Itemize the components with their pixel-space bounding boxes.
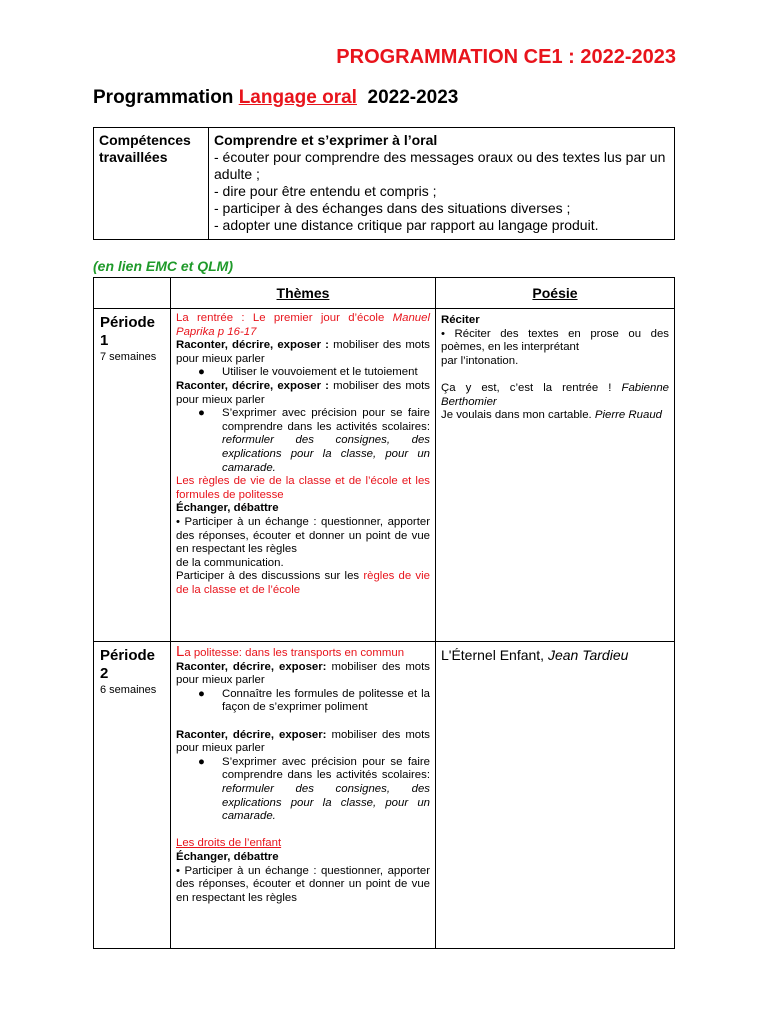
themes-cell xyxy=(171,309,436,642)
competence-item: - adopter une distance critique par rapport au langage produit. xyxy=(214,217,599,233)
skill-line: • Participer à un échange : questionner, apporter des réponses, écouter et donner un point de vue en respectant les règles xyxy=(176,515,430,556)
list-item: ● S’exprimer avec précision pour se faire comprendre dans les activités scolaires: reformuler des consignes, des explications pour la classe, pour un camarade. xyxy=(198,407,430,474)
table-header-row xyxy=(94,278,675,309)
theme-title: Les droits de l’enfant xyxy=(176,837,282,850)
skill-line: Raconter, décrire, exposer: mobiliser des mots pour mieux parler xyxy=(176,728,430,755)
subtitle-highlight: Langage oral xyxy=(238,87,357,108)
period-cell xyxy=(94,309,171,642)
period-name: Période 1 xyxy=(100,314,156,349)
skill-line: Raconter, décrire, exposer : mobiliser des mots pour mieux parler xyxy=(176,379,431,406)
skill-line: • Participer à un échange : questionner, apporter des réponses, écouter et donner un point de vue en respectant les règles xyxy=(176,864,430,904)
poesie-cell xyxy=(436,642,675,949)
skill-heading: Échanger, débattre xyxy=(176,502,279,515)
table-row xyxy=(94,642,675,949)
list-item: ● S’exprimer avec précision pour se faire comprendre dans les activités scolaires: reformuler des consignes, des explications pour la classe, pour un camarade. xyxy=(198,755,430,823)
competence-item: - participer à des échanges dans des situations diverses ; xyxy=(214,200,571,216)
list-item: ● Connaître les formules de politesse et la façon de s’exprimer poliment xyxy=(198,687,430,714)
poem-entry: L'Éternel Enfant, Jean Tardieu xyxy=(441,647,629,663)
poesie-cell xyxy=(436,309,675,642)
poesie-line: par l’intonation. xyxy=(441,354,519,367)
page-subtitle xyxy=(93,87,458,109)
competences-label: Compétences travaillées xyxy=(94,128,209,240)
poesie-heading: Réciter xyxy=(441,314,480,326)
competence-item: - écouter pour comprendre des messages oraux ou des textes lus par un adulte ; xyxy=(214,149,666,182)
skill-line: Raconter, décrire, exposer: mobiliser des mots pour mieux parler xyxy=(176,660,430,687)
competences-content xyxy=(209,128,675,240)
table-row xyxy=(94,309,675,642)
themes-cell xyxy=(171,642,436,949)
themes-header: Thèmes xyxy=(171,278,436,309)
poem-entry: Je voulais dans mon cartable. Pierre Ruaud xyxy=(441,409,662,422)
theme-title: La rentrée : Le premier jour d’école Manuel Paprika p 16-17 xyxy=(176,312,430,338)
document-title: PROGRAMMATION CE1 : 2022-2023 xyxy=(336,46,676,68)
programme-table xyxy=(93,277,675,949)
period-cell xyxy=(94,642,171,949)
poesie-header: Poésie xyxy=(436,278,675,309)
theme-title: La politesse: dans les transports en commun xyxy=(176,643,405,660)
skill-line: Raconter, décrire, exposer : mobiliser des mots pour mieux parler xyxy=(176,339,431,365)
poesie-line: • Réciter des textes en prose ou des poèmes, en les interprétant xyxy=(441,327,669,354)
theme-title: Les règles de vie de la classe et de l’école et les formules de politesse xyxy=(176,475,430,501)
discussion-line: Participer à des discussions sur les règles de vie de la classe et de l’école xyxy=(176,570,430,596)
link-note: (en lien EMC et QLM) xyxy=(93,258,233,274)
period-name: Période 2 xyxy=(100,647,156,682)
empty-header xyxy=(94,278,171,309)
period-weeks: 6 semaines xyxy=(100,684,157,696)
list-item: ● Utiliser le vouvoiement et le tutoiement xyxy=(198,366,418,379)
competences-table xyxy=(93,127,675,240)
skill-heading: Échanger, débattre xyxy=(176,850,279,863)
competences-heading: Comprendre et s’exprimer à l’oral xyxy=(214,132,438,148)
period-weeks: 7 semaines xyxy=(100,351,157,363)
competence-item: - dire pour être entendu et compris ; xyxy=(214,183,437,199)
subtitle-prefix: Programmation xyxy=(93,87,234,108)
poem-entry: Ça y est, c’est la rentrée ! Fabienne Berthomier xyxy=(441,381,669,408)
skill-line: de la communication. xyxy=(176,556,284,569)
subtitle-years: 2022-2023 xyxy=(367,87,459,108)
